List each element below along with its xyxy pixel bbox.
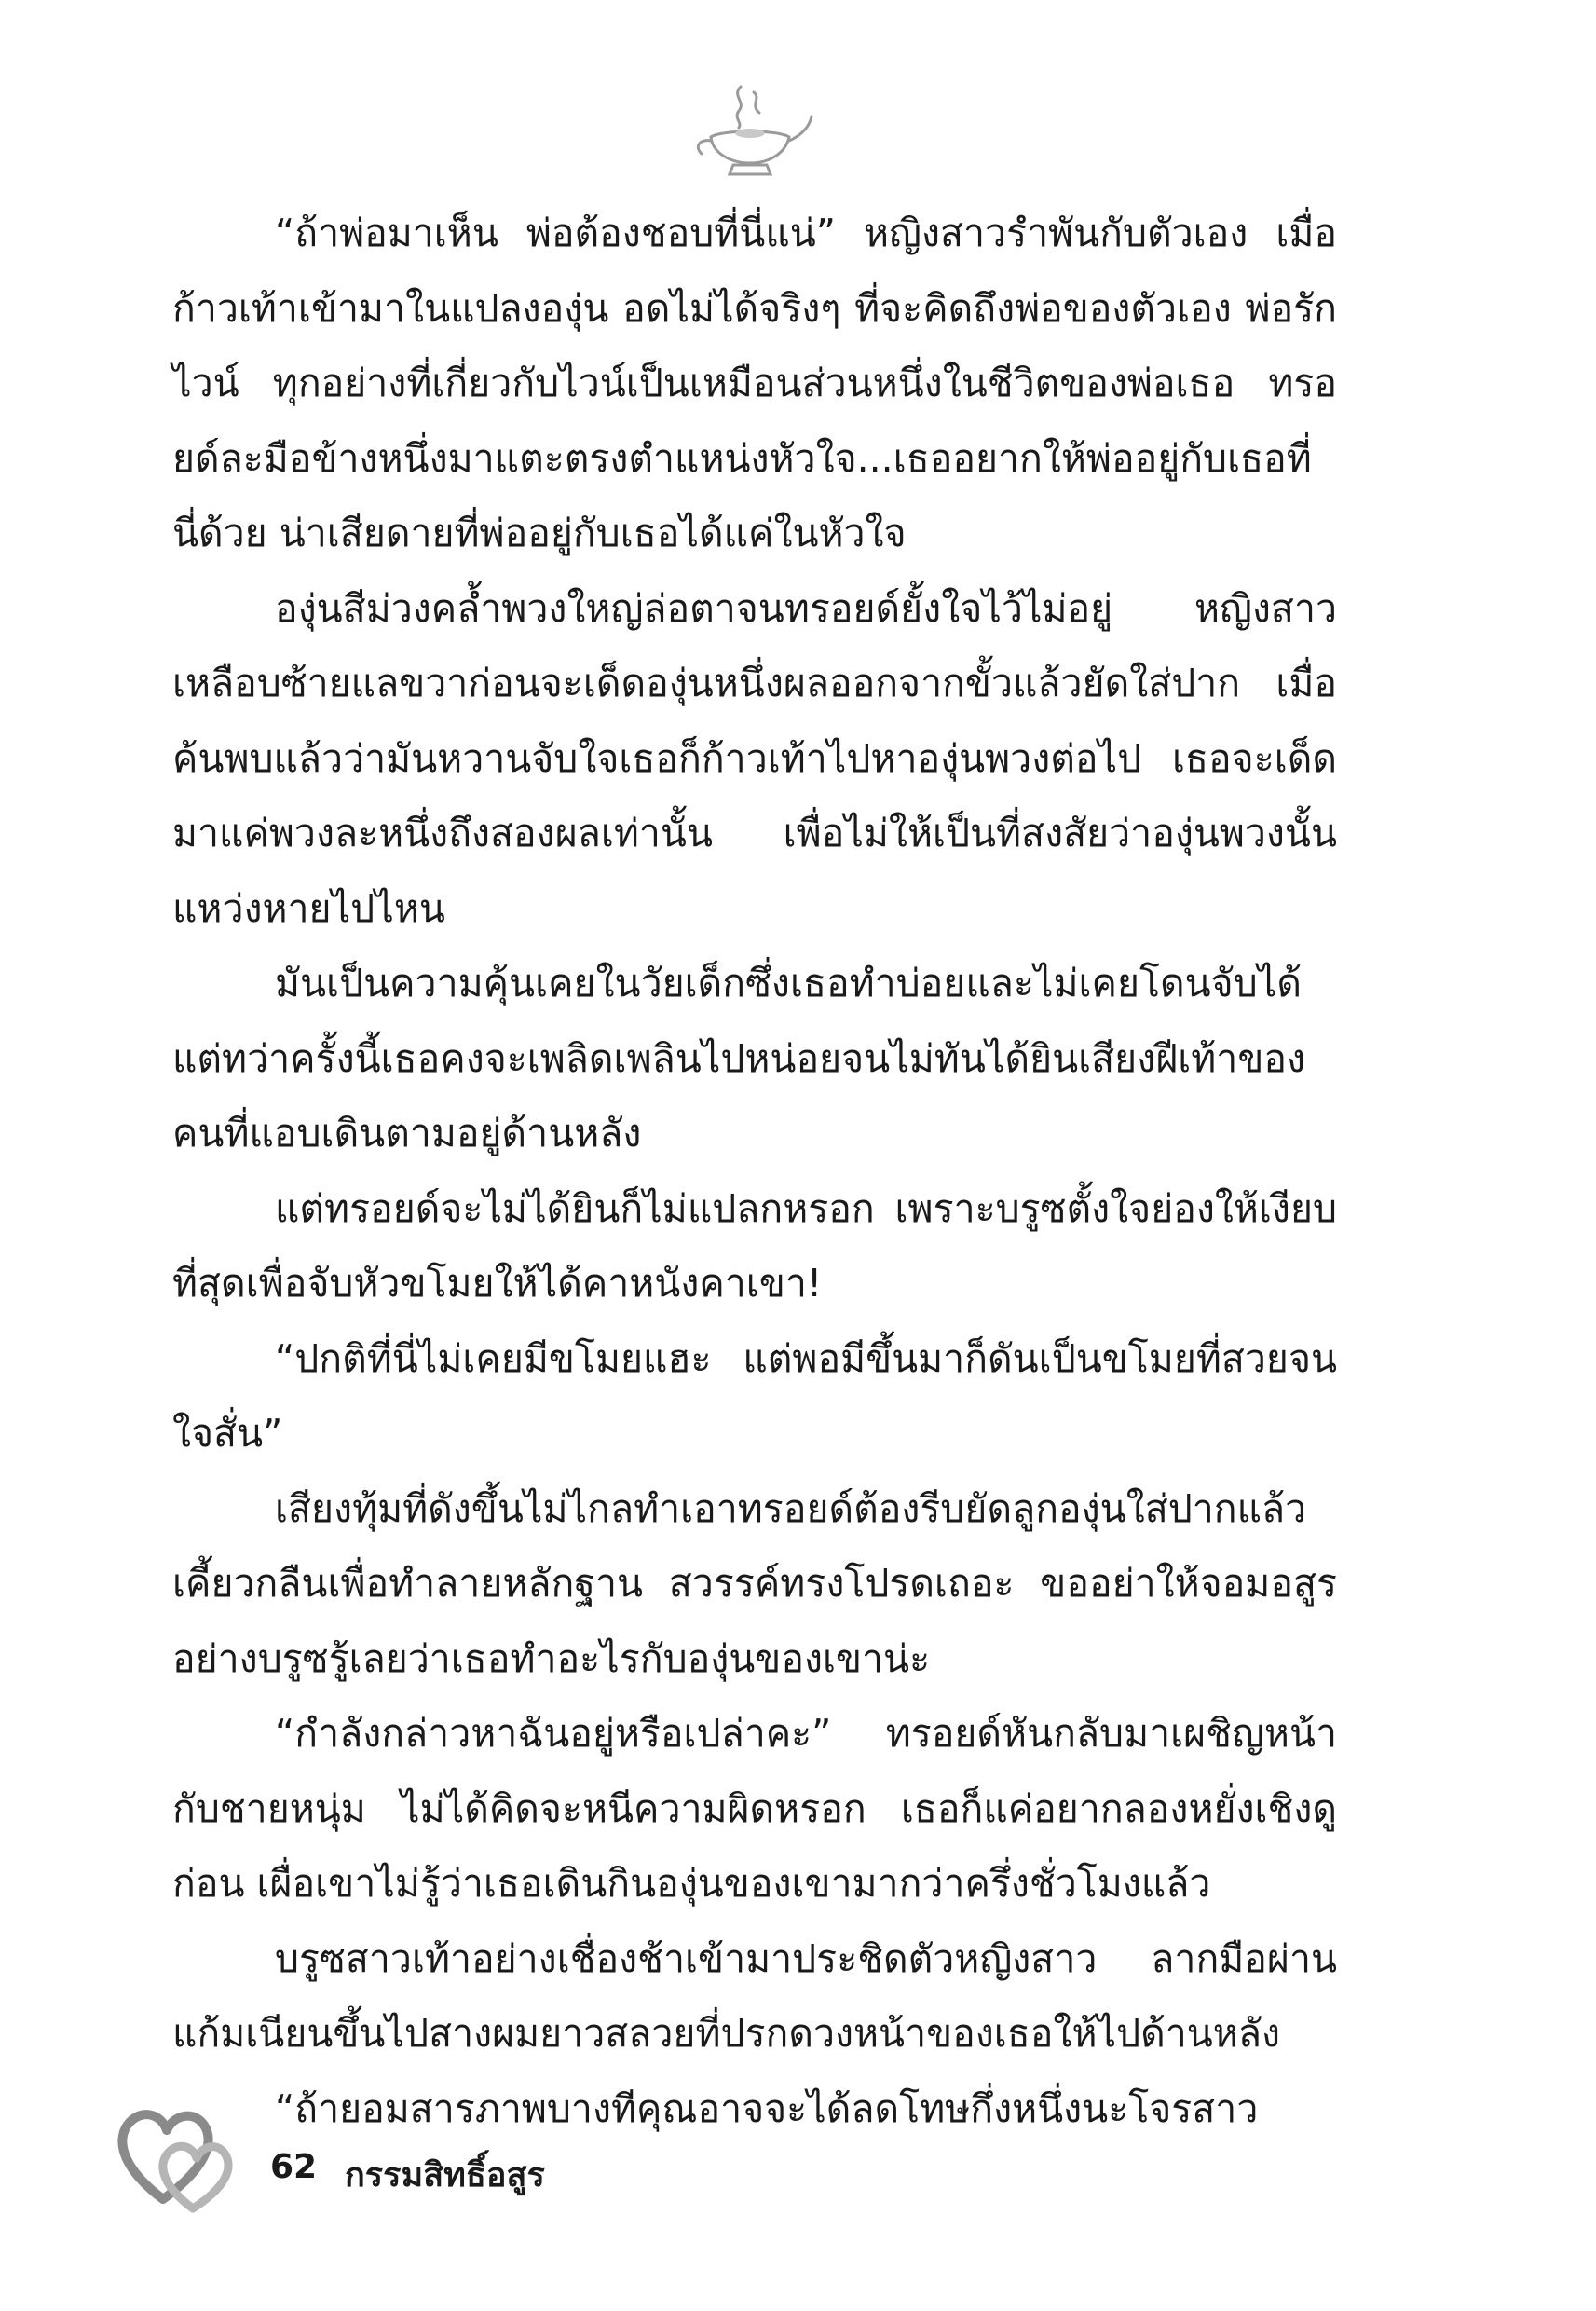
paragraph: “ถ้ายอมสารภาพบางทีคุณอาจจะได้ลดโทษกึ่งหนึ่งนะโจรสาว [275, 2085, 1259, 2131]
page-number: 62 [270, 2148, 318, 2186]
paragraph: แต่ทรอยด์จะไม่ได้ยินก็ไม่แปลกหรอก เพราะบรูซตั้งใจย่องให้เงียบที่สุดเพื่อจับหัวขโมยให้ได้คาหนังคาเขา! [172, 1185, 1337, 1306]
page-footer [107, 2087, 759, 2218]
paragraph: องุ่นสีม่วงคล้ำพวงใหญ่ล่อตาจนทรอยด์ยั้งใจไว้ไม่อยู่ หญิงสาวเหลือบซ้ายแลขวาก่อนจะเด็ดองุ่นหนึ่งผลออกจากขั้วแล้วยัดใส่ปาก เมื่อค้นพบแล้วว่ามันหวานจับใจเธอก็ก้าวเท้าไปหาองุ่นพวงต่อไป เธอจะเด็ดมาแค่พวงละหนึ่งถึงสองผลเท่านั้น เพื่อไม่ให้เป็นที่สงสัยว่าองุ่นพวงนั้นแหว่งหายไปไหน [172, 585, 1337, 931]
body-text [172, 196, 1337, 2146]
paragraph: มันเป็นความคุ้นเคยในวัยเด็กซึ่งเธอทำบ่อยและไม่เคยโดนจับได้ แต่ทว่าครั้งนี้เธอคงจะเพลิดเพลินไปหน่อยจนไม่ทันได้ยินเสียงฝีเท้าของคนที่แอบเดินตามอยู่ด้านหลัง [172, 961, 1305, 1156]
paragraph: “ปกติที่นี่ไม่เคยมีขโมยแฮะ แต่พอมีขึ้นมาก็ดันเป็นขโมยที่สวยจนใจสั่น” [172, 1335, 1337, 1456]
double-heart-icon [107, 2087, 247, 2218]
paragraph: บรูซสาวเท้าอย่างเชื่องช้าเข้ามาประชิดตัวหญิงสาว ลากมือผ่านแก้มเนียนขึ้นไปสางผมยาวสลวยที่ปรกดวงหน้าของเธอให้ไปด้านหลัง [172, 1935, 1337, 2056]
magic-lamp-icon [685, 79, 815, 182]
paragraph: “กำลังกล่าวหาฉันอยู่หรือเปล่าคะ” ทรอยด์หันกลับมาเผชิญหน้ากับชายหนุ่ม ไม่ได้คิดจะหนีความผิดหรอก เธอก็แค่อยากลองหยั่งเชิงดูก่อน เผื่อเขาไม่รู้ว่าเธอเดินกินองุ่นของเขามากว่าครึ่งชั่วโมงแล้ว [172, 1711, 1337, 1906]
paragraph: เสียงทุ้มที่ดังขึ้นไม่ไกลทำเอาทรอยด์ต้องรีบยัดลูกองุ่นใส่ปากแล้วเคี้ยวกลืนเพื่อทำลายหลักฐาน สวรรค์ทรงโปรดเถอะ ขออย่าให้จอมอสูรอย่างบรูซรู้เลยว่าเธอทำอะไรกับองุ่นของเขาน่ะ [172, 1485, 1337, 1681]
paragraph: “ถ้าพ่อมาเห็น พ่อต้องชอบที่นี่แน่” หญิงสาวรำพันกับตัวเอง เมื่อก้าวเท้าเข้ามาในแปลงองุ่น อดไม่ได้จริงๆ ที่จะคิดถึงพ่อของตัวเอง พ่อรักไวน์ ทุกอย่างที่เกี่ยวกับไวน์เป็นเหมือนส่วนหนึ่งในชีวิตของพ่อเธอ ทรอยด์ละมือข้างหนึ่งมาแตะตรงตำแหน่งหัวใจ...เธออยากให้พ่ออยู่กับเธอที่นี่ด้วย น่าเสียดายที่พ่ออยู่กับเธอได้แค่ในหัวใจ [172, 211, 1337, 555]
book-title: กรรมสิทธิ์อสูร [345, 2156, 545, 2195]
